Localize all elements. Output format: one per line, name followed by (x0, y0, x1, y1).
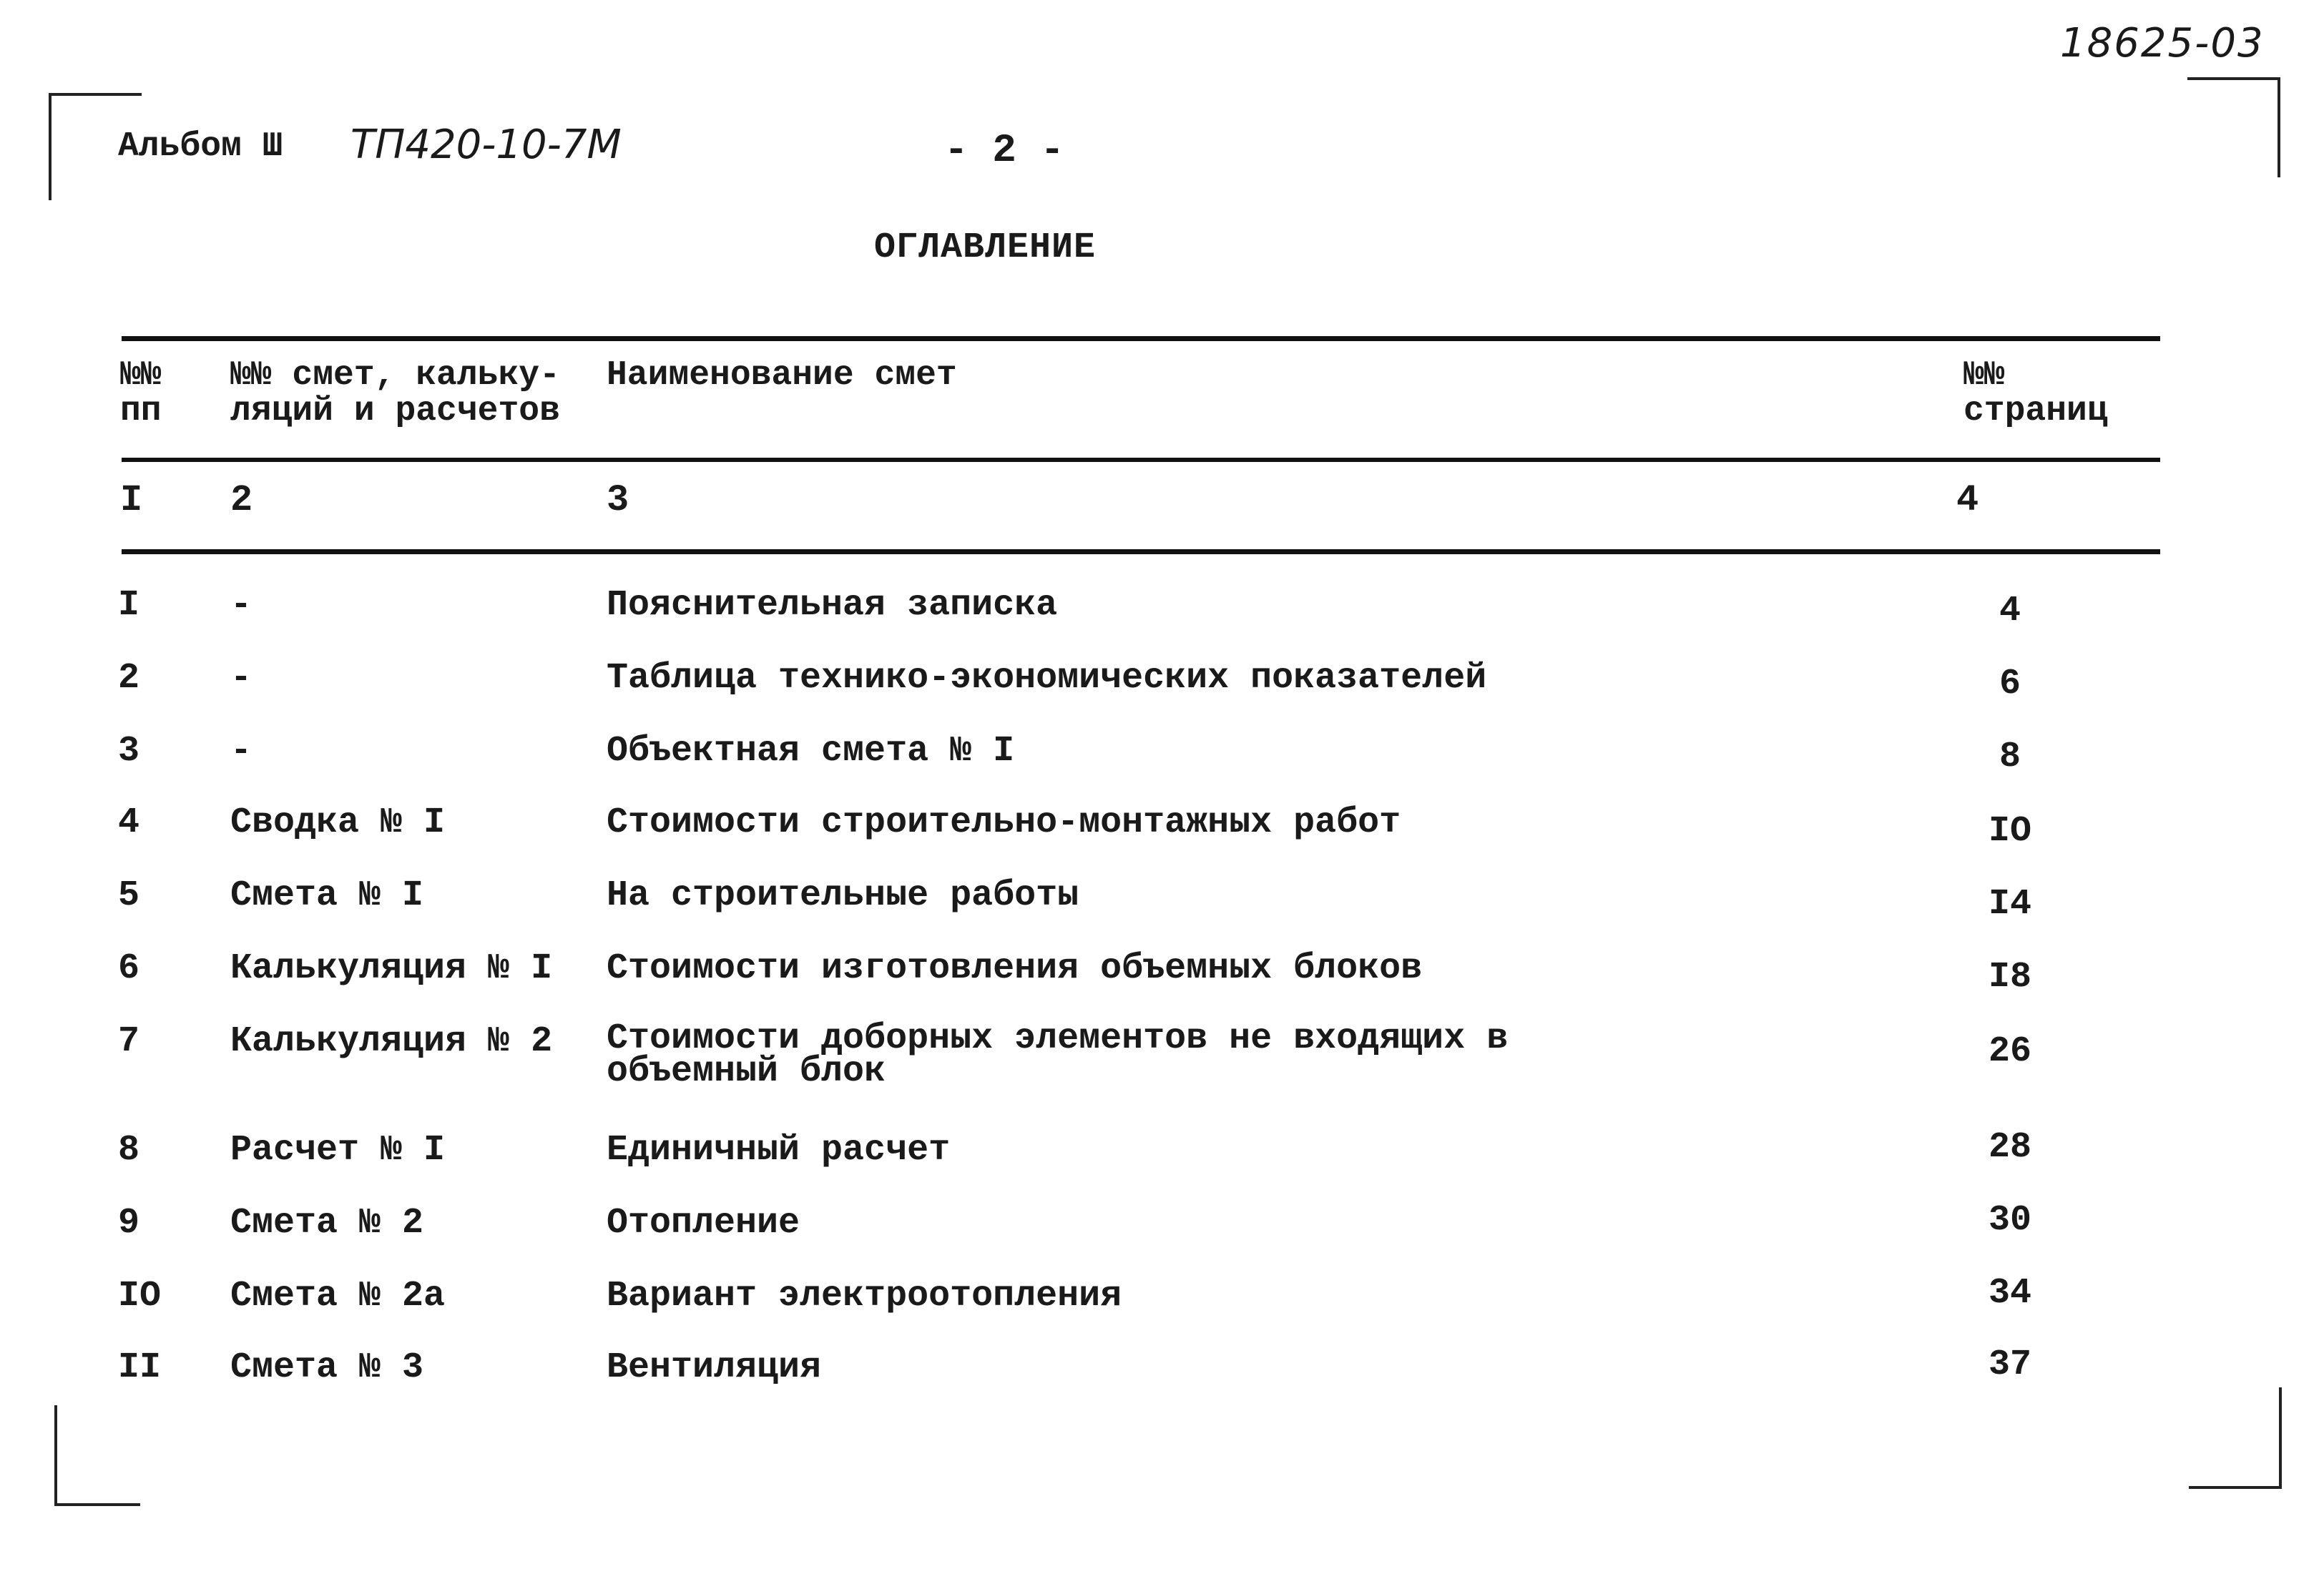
row-name: Таблица технико-экономических показателей (607, 658, 1487, 699)
table-row (0, 950, 2324, 1021)
row-page: I8 (1988, 957, 2031, 998)
row-reference: Сводка № I (230, 802, 446, 843)
row-page: 34 (1988, 1273, 2031, 1314)
row-name: Пояснительная записка (607, 585, 1058, 626)
table-row (0, 1344, 2324, 1420)
row-number: 7 (118, 1021, 140, 1062)
row-page: 6 (1999, 664, 2021, 704)
column-number-4: 4 (1956, 479, 1979, 521)
corner-bracket-top-right-vertical (2278, 77, 2280, 177)
row-name: На строительные работы (607, 875, 1079, 916)
row-number: 9 (118, 1203, 140, 1244)
row-page: 8 (1999, 737, 2021, 777)
row-reference: Смета № 2 (230, 1203, 424, 1244)
album-label: Альбом Ш (118, 127, 283, 166)
table-row (0, 1273, 2324, 1349)
row-number: II (118, 1347, 162, 1388)
column-header-pages: №№ страниц (1963, 356, 2108, 431)
column-header-name: Наименование смет (607, 356, 957, 395)
row-page: 4 (1999, 591, 2021, 631)
row-name: Стоимости доборных элементов не входящих в объемный блок (607, 1018, 1509, 1092)
page-number: - 2 - (944, 127, 1065, 173)
corner-bracket-bottom-left-vertical (54, 1405, 57, 1506)
column-number-1: I (120, 479, 143, 521)
table-row (0, 1018, 2324, 1116)
row-name: Вентиляция (607, 1347, 822, 1388)
page-title: ОГЛАВЛЕНИЕ (874, 227, 1097, 268)
row-page: 30 (1988, 1200, 2031, 1241)
row-page: I4 (1988, 884, 2031, 925)
table-row (0, 659, 2324, 731)
table-row (0, 877, 2324, 948)
row-reference: Расчет № I (230, 1130, 446, 1171)
row-name: Отопление (607, 1203, 800, 1244)
table-row (0, 732, 2324, 804)
table-row (0, 804, 2324, 875)
row-reference: Калькуляция № 2 (230, 1021, 553, 1062)
row-number: 8 (118, 1130, 140, 1171)
row-page: 37 (1988, 1344, 2031, 1385)
row-name: Объектная смета № I (607, 731, 1015, 772)
row-page: 26 (1988, 1031, 2031, 1072)
corner-bracket-top-right (2187, 77, 2280, 80)
table-row (0, 586, 2324, 658)
table-top-rule (122, 336, 2160, 341)
corner-bracket-bottom-right (2189, 1486, 2282, 1489)
row-reference: Смета № 3 (230, 1347, 424, 1388)
column-header-reference: №№ смет, кальку- ляций и расчетов (230, 356, 560, 431)
row-reference: - (230, 585, 252, 626)
column-number-2: 2 (230, 479, 253, 521)
column-header-no: №№ пп (120, 356, 162, 431)
row-number: 4 (118, 802, 140, 843)
row-reference: Смета № 2а (230, 1276, 446, 1317)
table-row (0, 1127, 2324, 1203)
row-number: 2 (118, 658, 140, 699)
document-code: 18625-03 (2060, 20, 2265, 67)
row-number: 3 (118, 731, 140, 772)
row-reference: - (230, 658, 252, 699)
row-page: 28 (1988, 1127, 2031, 1168)
row-page: IO (1988, 811, 2031, 852)
row-number: I (118, 585, 140, 626)
row-reference: Смета № I (230, 875, 424, 916)
row-number: 5 (118, 875, 140, 916)
project-code: ТП420-10-7М (350, 122, 622, 168)
row-name: Вариант электроотопления (607, 1276, 1122, 1317)
table-row (0, 1200, 2324, 1276)
row-number: IO (118, 1276, 162, 1317)
row-reference: Калькуляция № I (230, 948, 553, 989)
row-name: Единичный расчет (607, 1130, 951, 1171)
row-name: Стоимости изготовления объемных блоков (607, 948, 1423, 989)
corner-bracket-top-left-vertical (49, 93, 52, 200)
corner-bracket-top-left (49, 93, 142, 96)
row-name: Стоимости строительно-монтажных работ (607, 802, 1401, 843)
corner-bracket-bottom-left (54, 1503, 140, 1506)
row-number: 6 (118, 948, 140, 989)
row-reference: - (230, 731, 252, 772)
column-numbers-bottom-rule (122, 549, 2160, 554)
header-bottom-rule (122, 458, 2160, 462)
column-number-3: 3 (607, 479, 629, 521)
